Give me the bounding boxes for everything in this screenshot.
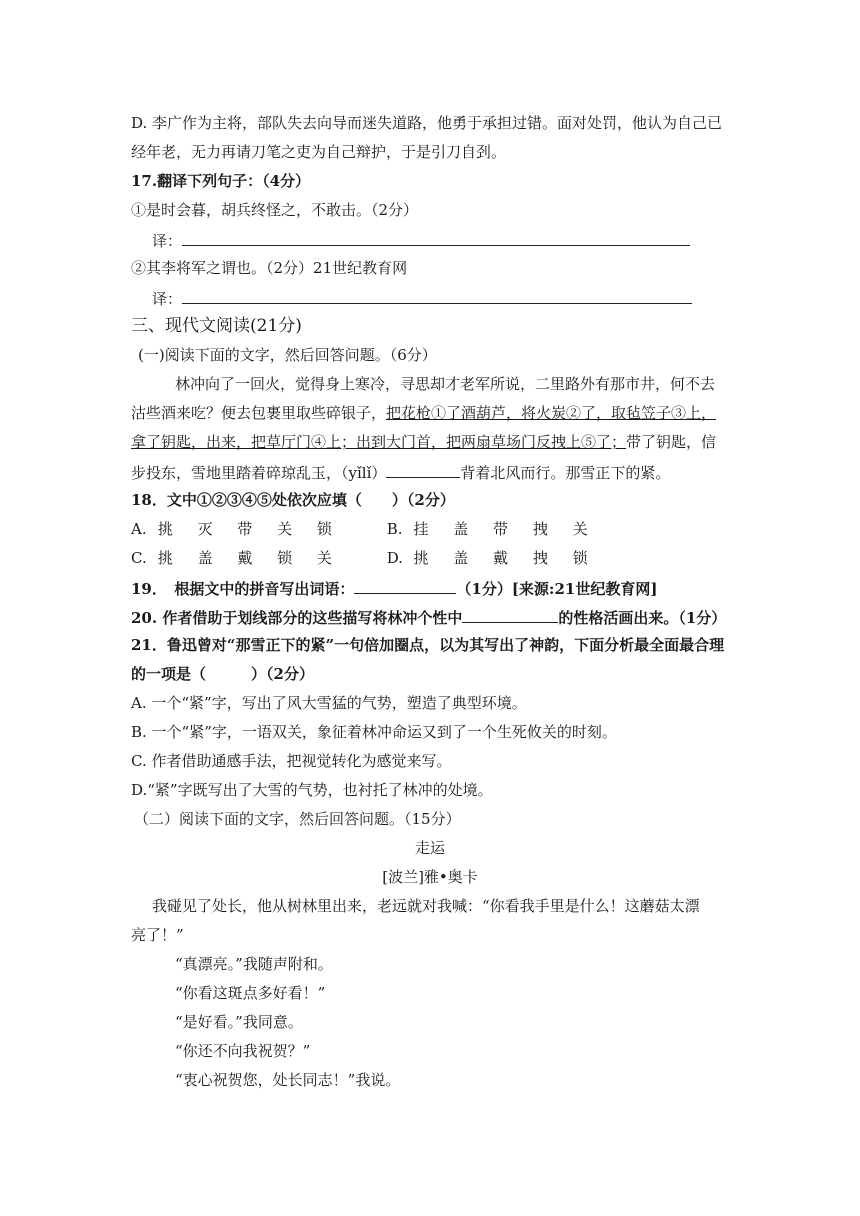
story-author: [波兰]雅•奥卡 <box>382 868 478 886</box>
section-heading-3: 三、现代文阅读(21分) <box>131 316 302 336</box>
translation-line-2 <box>152 287 692 309</box>
story-dialogue-4: “你还不向我祝贺？” <box>175 1042 311 1060</box>
question-text: 的性格活画出来。（1分） <box>558 609 727 627</box>
story-dialogue-2: “你看这斑点多好看！” <box>175 984 326 1002</box>
question-17: 17.翻译下列句子：（4分） <box>131 172 311 190</box>
answer-blank <box>182 229 690 246</box>
passage-text: 带了钥匙，信 <box>626 433 717 451</box>
option-word: 盖 <box>453 520 469 538</box>
option-word: 拽 <box>532 520 548 538</box>
question-17-sentence-2: ②其李将军之谓也。（2分）21世纪教育网 <box>131 259 408 277</box>
subsection-2-heading: （二）阅读下面的文字，然后回答问题。（15分） <box>134 810 461 828</box>
question-18: 18．文中①②③④⑤处依次应填（ ）（2分） <box>131 491 455 509</box>
option-word: 锁 <box>572 549 588 567</box>
option-word: 关 <box>572 520 588 538</box>
option-word: 带 <box>237 520 253 538</box>
question-20 <box>131 606 726 628</box>
option-word: 挂 <box>413 520 429 538</box>
question-21-option-b: B. 一个“紧”字，一语双关，象征着林冲命运又到了一个生死攸关的时刻。 <box>131 723 617 741</box>
passage-1-line3 <box>131 432 716 452</box>
option-letter: D. <box>386 549 403 567</box>
answer-blank <box>182 287 692 304</box>
story-dialogue-3: “是好看。”我同意。 <box>175 1013 303 1031</box>
answer-blank <box>354 577 456 594</box>
option-word: 锁 <box>277 549 293 567</box>
option-word: 盖 <box>197 549 213 567</box>
question-21-option-a: A. 一个“紧”字，写出了风大雪猛的气势，塑造了典型环境。 <box>131 694 527 712</box>
question-21-option-c: C. 作者借助通感手法，把视觉转化为感觉来写。 <box>131 752 452 770</box>
answer-blank <box>386 461 460 478</box>
subsection-1-heading: (一)阅读下面的文字，然后回答问题。（6分） <box>138 346 437 364</box>
story-dialogue-1: “真漂亮。”我随声附和。 <box>175 955 333 973</box>
passage-1-line2 <box>131 403 716 423</box>
option-word: 拽 <box>532 549 548 567</box>
option-word: 挑 <box>157 520 173 538</box>
option-letter: B. <box>386 520 403 538</box>
answer-blank <box>462 606 558 623</box>
option-letter: A. <box>131 520 147 538</box>
underlined-text: 把花枪①了酒葫芦，将火炭②了，取毡笠子③上， <box>386 404 717 422</box>
question-21-option-d: D.“紧”字既写出了大雪的气势，也衬托了林冲的处境。 <box>131 781 493 799</box>
passage-text: 背着北风而行。那雪正下的紧。 <box>460 464 671 482</box>
option-d-line2: 经年老，无力再请刀笔之吏为自己辩护，于是引刀自刭。 <box>131 143 507 161</box>
question-18-options-cd <box>131 548 593 568</box>
option-word: 戴 <box>493 549 509 567</box>
story-paragraph-1-line2: 亮了！” <box>131 926 184 944</box>
option-word: 挑 <box>413 549 429 567</box>
underlined-text: 拿了钥匙，出来，把草厅门④上；出到大门首，把两扇草场门反拽上⑤了； <box>131 433 627 451</box>
question-18-options-ab <box>131 519 593 539</box>
option-word: 挑 <box>157 549 173 567</box>
option-word: 盖 <box>453 549 469 567</box>
translation-label: 译： <box>152 232 183 250</box>
option-word: 锁 <box>316 520 332 538</box>
passage-1-line4 <box>131 461 670 483</box>
option-letter: C. <box>131 549 147 567</box>
question-21-line1: 21．鲁迅曾对“那雪正下的紧”一句倍加圈点，以为其写出了神韵，下面分析最全面最合理 <box>131 636 725 654</box>
option-word: 关 <box>316 549 332 567</box>
passage-1-line1: 林冲向了一回火，觉得身上寒冷，寻思却才老军所说，二里路外有那市井，何不去 <box>175 375 716 393</box>
translation-line-1 <box>152 229 690 251</box>
passage-text: 步投东，雪地里踏着碎琼乱玉，（yǐlǐ） <box>131 464 387 482</box>
option-word: 灭 <box>197 520 213 538</box>
option-word: 带 <box>493 520 509 538</box>
story-dialogue-5: “衷心祝贺您，处长同志！”我说。 <box>175 1071 401 1089</box>
question-text: （1分）[来源:21世纪教育网] <box>456 580 658 598</box>
option-word: 关 <box>277 520 293 538</box>
option-word: 戴 <box>237 549 253 567</box>
question-21-line2: 的一项是（ ）（2分） <box>131 665 314 683</box>
story-paragraph-1-line1: 我碰见了处长，他从树林里出来，老远就对我喊：“你看我手里是什么！这蘑菇太漂 <box>152 897 700 915</box>
option-d-line1: D. 李广作为主将，部队失去向导而迷失道路，他勇于承担过错。面对处罚，他认为自己已 <box>131 114 723 132</box>
translation-label: 译： <box>152 290 183 308</box>
question-17-sentence-1: ①是时会暮，胡兵终怪之，不敢击。（2分） <box>131 201 419 219</box>
story-title: 走运 <box>414 839 445 857</box>
question-text: 19． 根据文中的拼音写出词语： <box>131 580 355 598</box>
question-text: 20. 作者借助于划线部分的这些描写将林冲个性中 <box>131 609 463 627</box>
question-19 <box>131 577 657 599</box>
passage-text: 沽些酒来吃？便去包裹里取些碎银子， <box>131 404 387 422</box>
